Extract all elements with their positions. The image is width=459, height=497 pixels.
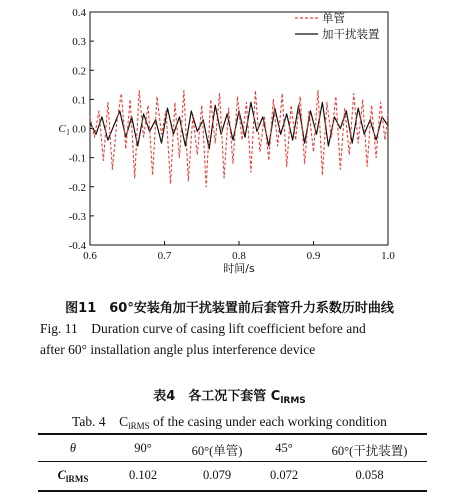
y-tick-label: 0.4 bbox=[72, 7, 86, 19]
figure-caption-en-line1: Fig. 11 Duration curve of casing lift coefficient before and bbox=[40, 321, 366, 336]
y-tick-label: -0.2 bbox=[68, 181, 86, 194]
table-header-cell: 60°(干扰装置) bbox=[331, 444, 408, 458]
table-header-theta: θ bbox=[69, 441, 77, 455]
table-header-cell: 45° bbox=[275, 441, 293, 455]
table-value-cell: 0.079 bbox=[202, 468, 232, 482]
y-tick-label: 0.3 bbox=[72, 36, 86, 49]
table-mid-rule bbox=[38, 461, 427, 462]
legend bbox=[295, 11, 380, 41]
x-tick-label: 0.8 bbox=[232, 250, 246, 262]
figure-caption-en-line2: after 60° installation angle plus interference device bbox=[40, 342, 316, 357]
table-row-label bbox=[38, 468, 108, 484]
y-axis-label: C bbox=[58, 123, 66, 135]
x-tick-label: 0.6 bbox=[83, 250, 97, 262]
table-row-label-subscript: lRMS bbox=[65, 474, 89, 484]
table-value-cell: 0.058 bbox=[355, 468, 384, 482]
legend-label: 加干扰装置 bbox=[322, 27, 380, 41]
table-top-rule bbox=[38, 433, 427, 435]
table-title-en bbox=[0, 410, 459, 431]
table-header-cell: 90° bbox=[134, 441, 152, 455]
table-value-cell: 0.072 bbox=[269, 468, 299, 482]
figure-caption-cn: 图11 60°安装角加干扰装置前后套管升力系数历时曲线 bbox=[65, 301, 394, 316]
table-bottom-rule bbox=[38, 490, 427, 492]
y-tick-label: -0.3 bbox=[68, 210, 86, 223]
table-title-en-prefix: Tab. 4 C bbox=[72, 414, 129, 429]
y-tick-label: 0.1 bbox=[72, 94, 86, 107]
x-tick-label: 1.0 bbox=[381, 250, 395, 262]
axes bbox=[58, 7, 395, 275]
legend-label: 单管 bbox=[322, 11, 345, 25]
x-tick-label: 0.7 bbox=[157, 250, 172, 262]
table-row-label-text: C bbox=[57, 468, 66, 482]
x-tick-label: 0.9 bbox=[306, 250, 321, 262]
table-header-cell: 60°(单管) bbox=[191, 444, 243, 458]
table-title-en-subscript: lRMS bbox=[128, 421, 150, 431]
y-tick-label: -0.1 bbox=[68, 152, 86, 165]
series-layer bbox=[90, 91, 388, 187]
table-title-cn bbox=[0, 385, 459, 406]
table-value-cell: 0.102 bbox=[128, 468, 158, 482]
table-title-en-suffix: of the casing under each working condition bbox=[149, 414, 387, 429]
y-tick-label: 0.0 bbox=[72, 123, 86, 136]
y-axis-label-subscript: l bbox=[67, 128, 70, 137]
series-line-single-tube bbox=[90, 91, 388, 187]
table-title-cn-subscript: lRMS bbox=[280, 396, 306, 406]
table-title-cn-text: 表4 各工况下套管 C bbox=[153, 389, 281, 404]
y-tick-label: 0.2 bbox=[72, 65, 86, 78]
y-tick-label: -0.4 bbox=[68, 240, 86, 252]
x-axis-label: 时间/s bbox=[223, 262, 255, 275]
